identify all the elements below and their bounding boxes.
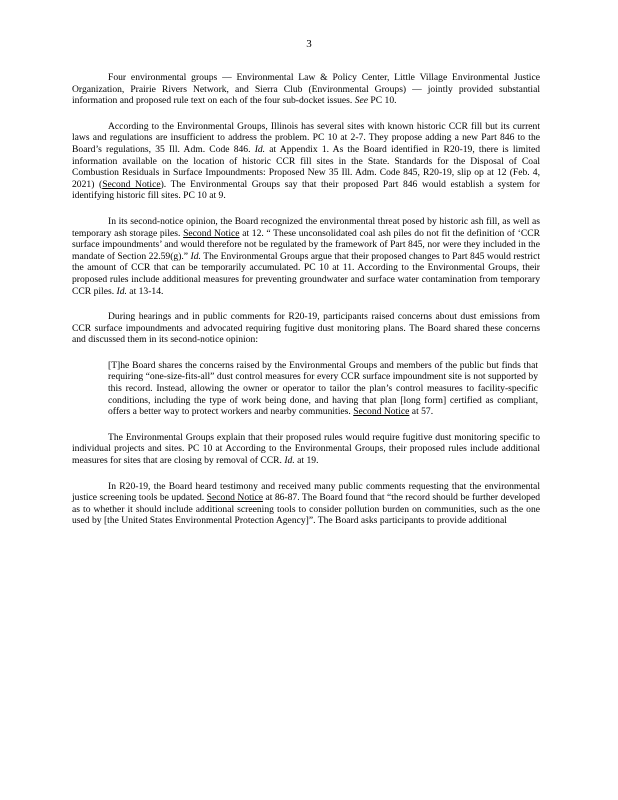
paragraph-text: Four environmental groups — Environmental Law & Policy Center, Little Village Environmental Justice Organization, Prairie Rivers Network, and Sierra Club (Environmental Groups) — jointly provided substantial information and proposed rule text on each of the four sub-docket issues.	[72, 72, 540, 107]
citation-id: Id.	[254, 143, 266, 155]
quote-text: [T]he Board shares the concerns raised by the Environmental Groups and members of the public but finds that requiring “one-size-fits-all” dust control measures for every CCR surface impoundment site is not supported by this record. Instead, allowing the owner or operator to tailor the plan’s control measures to facility-specific conditions, including the type of work being done, and having that plan [long form] certified as compliant, offers a better way to protect workers and nearby communities.	[108, 359, 538, 418]
citation-id: Id.	[116, 285, 127, 297]
paragraph-text: at 12. “ These unconsolidated coal ash piles do not fit the definition of ‘CCR surface impoundments’ and would therefore not be regulated by the framework of Part 845, nor were they included in the mandate of Section 22.59(g).”	[72, 227, 541, 262]
paragraph-text: at 19.	[294, 455, 319, 467]
paragraph-text: In R20-19, the Board heard testimony and received many public comments requesting that the environmental justice screening tools be updated.	[72, 480, 540, 504]
paragraph-text: at 13-14.	[126, 285, 164, 297]
quote-text: at 57.	[409, 406, 434, 418]
citation-second-notice: Second Notice	[353, 406, 410, 418]
paragraph-environmental-groups-intro	[72, 72, 540, 107]
citation-signal: See	[354, 95, 369, 107]
paragraph-dust-emissions	[72, 311, 540, 346]
paragraph-text: According to the Environmental Groups, Illinois has several sites with known historic CCR fill but its current laws and regulations are insufficient to address the problem. PC 10 at 2-7. They propose adding a new Part 846 to the Board’s regulations, 35 Ill. Adm. Code 846.	[72, 120, 540, 155]
paragraph-ash-storage-piles	[72, 216, 540, 297]
citation-second-notice: Second Notice	[206, 492, 263, 504]
block-quote-second-notice	[108, 360, 538, 418]
paragraph-text: ). The Environmental Groups say that their proposed Part 846 would establish a system for identifying historic fill sites. PC 10 at 9.	[72, 178, 540, 202]
paragraph-text: In its second-notice opinion, the Board recognized the environmental threat posed by historic ash fill, as well as temporary ash storage piles.	[72, 215, 540, 239]
paragraph-fugitive-dust-monitoring	[72, 432, 540, 467]
page-number: 3	[306, 38, 312, 50]
paragraph-historic-ccr-fill	[72, 121, 540, 202]
document-body	[72, 72, 540, 541]
paragraph-text: PC 10.	[368, 95, 397, 107]
paragraph-text: The Environmental Groups argue that their proposed changes to Part 845 would restrict the amount of CCR that can be temporarily accumulated. PC 10 at 11. According to the Environmental Groups, their proposed rules include additional measures for preventing groundwater and surface water contamination from temporary CCR piles.	[72, 250, 540, 297]
paragraph-text: During hearings and in public comments for R20-19, participants raised concerns about dust emissions from CCR surface impoundments and advocated requiring fugitive dust monitoring plans. The Board shared these concerns and discussed them in its second-notice opinion:	[72, 311, 540, 346]
citation-second-notice: Second Notice	[183, 227, 240, 239]
citation-id: Id.	[284, 455, 295, 467]
paragraph-text: at Appendix 1. As the Board identified in R20-19, there is limited information available on the location of historic CCR fill sites in the State. Standards for the Disposal of Coal Combustion Residuals in Surface Impoundments: Proposed New 35 Ill. Adm. Code 845, R20-19, slip op at 12 (Feb. 4, 2021) (	[72, 143, 540, 190]
citation-second-notice: Second Notice	[102, 178, 161, 190]
citation-id: Id.	[190, 250, 201, 262]
paragraph-text: The Environmental Groups explain that their proposed rules would require fugitive dust monitoring specific to individual projects and sites. PC 10 at According to the Environmental Groups, their proposed rules include additional measures for sites that are closing by removal of CCR.	[72, 431, 540, 467]
paragraph-text: at 86-87. The Board found that “the record should be further developed as to whether it should include additional screening tools to consider pollution burden on communities, such as the one used by [the United States Environmental Protection Agency]”. The Board asks participants to provide additional	[72, 492, 540, 527]
paragraph-environmental-justice-tools	[72, 481, 540, 527]
